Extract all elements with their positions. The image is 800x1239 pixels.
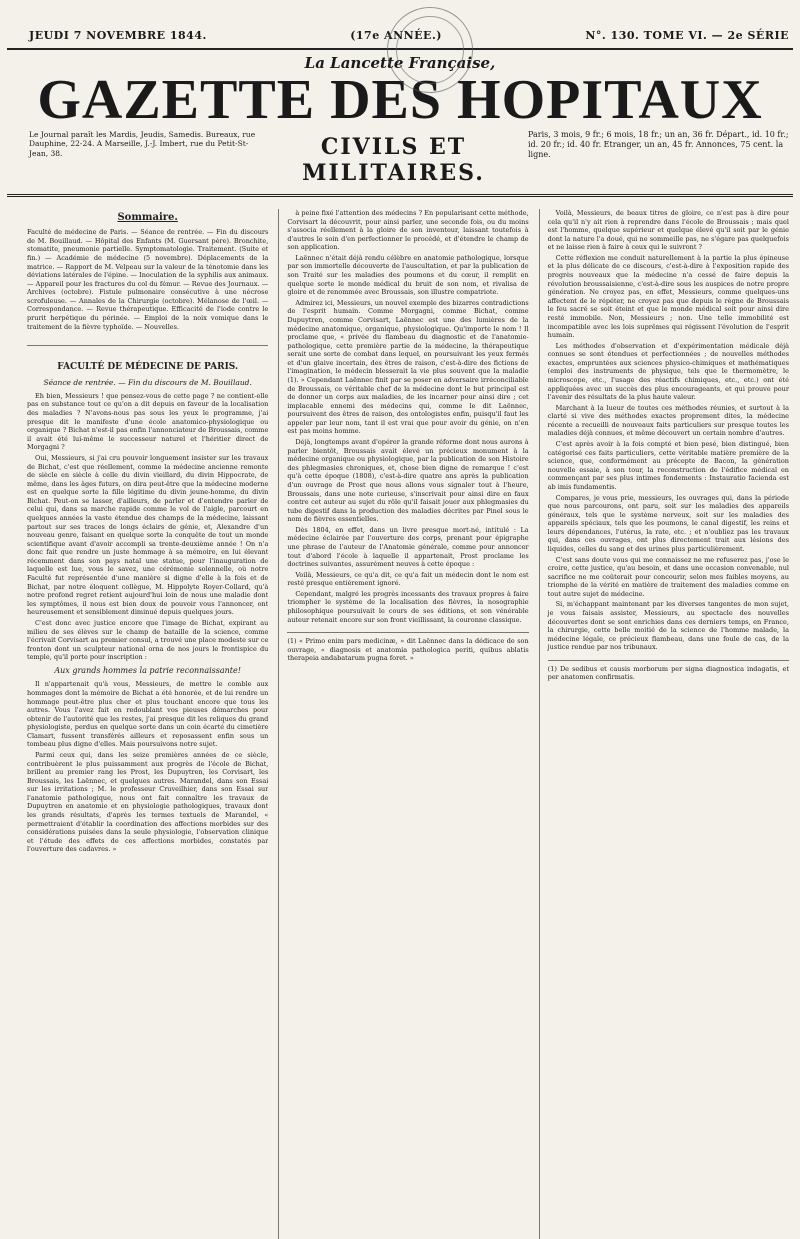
paragraph: Dès 1804, en effet, dans un livre presque mort-né, intitulé : La médecine éclairée par l'ouverture des corps, prenant pour épigraphe une phrase de l'auteur de l'Anatomie générale, comme pour annoncer tout d'abord l'école à laquelle il appartenait, Prost proclame les doctrines suivantes, assurément neuves à cette époque : (287, 525, 529, 569)
article-heading: FACULTÉ DE MÉDECINE DE PARIS. (27, 345, 268, 374)
publication-info: Le Journal paraît les Mardis, Jeudis, Samedis. Bureaux, rue Dauphine, 22-24. A Marseille, J.-J. Imbert, rue du Petit-St-Jean, 38. (29, 130, 256, 158)
article-columns (7, 209, 793, 1239)
issue-year: (17e ANNÉE.) (350, 29, 442, 42)
sommaire-title: Sommaire. (117, 212, 178, 223)
column-1 (27, 209, 268, 1239)
paragraph: Il n'appartenait qu'à vous, Messieurs, de mettre le comble aux hommages dont la mémoire de Bichat a été honorée, et de lui rendre un hommage peut-être plus cher et plus touchant encore que tous les autres. Vous l'avez fait en redoublant vos pieuses démarches pour obtenir de l'autorité que les restes, j'ai presque dit les reliques du grand physiologiste, perdus en quelque sorte dans un coin écarté du cimetière Clamart, fussent transférés ailleurs et reposassent enfin sous un tombeau plus digne d'elles. Mais poursuivons notre sujet. (27, 680, 269, 749)
paragraph: Marchant à la lueur de toutes ces méthodes réunies, et surtout à la clarté si vive des méthodes exactes proprement dites, la médecine récente a recueilli de nouveaux faits particuliers sur presque toutes les maladies déjà connues, et même découvert un certain nombre d'autres. (547, 403, 789, 438)
library-stamp (387, 7, 473, 93)
paragraph: Les méthodes d'observation et d'expérimentation médicale déjà connues se sont étendues et perfectionnées ; de nouvelles méthodes exactes, empruntées aux sciences physico-chimiques et mathématiques (emploi des instruments de physique, tels que le thermomètre, le microscope, etc., l'usage des réactifs chimiques, etc., etc.) ont été appliquées avec un succès des plus encourageants, et qui prouve pour l'avenir des résultats de la plus haute valeur. (547, 341, 789, 402)
paragraph: Admirez ici, Messieurs, un nouvel exemple des bizarres contradictions de l'esprit humain. Comme Morgagni, comme Bichat, comme Dupuytren, comme Corvisart, Laënnec est une des lumières de la médecine anatomique, organique, physiologique. Qu'importe le nom ! Il proclame que, « privée du flambeau du diagnostic et de l'anatomie-pathologique, cette première partie de la médecine, la thérapeutique serait une sorte de combat dans lequel, en poursuivant les yeux fermés et d'un glaive incertain, des êtres de raison, c'est-à-dire des fictions de l'imagination, le médecin blesserait la vie plus souvent que la maladie (1). » Cependant Laënnec finit par se poser en adversaire irréconciliable de Broussais, ce véritable chef de la médecine dont le but principal est de donner un corps aux maladies, de les incarner pour ainsi dire ; cet implacable ennemi des médecins qui, comme le dit Laënnec, poursuivent des êtres de raison, des ontologistes enfin, puisqu'il faut les appeler par leur nom, tant il est vrai que pour avoir du génie, on n'en est pas moins homme. (287, 298, 529, 436)
sommaire-text: Faculté de médecine de Paris. — Séance de rentrée. — Fin du discours de M. Bouillaud. — Hôpital des Enfants (M. Guersant père). Bronchite, stomatite, pneumonie partielle. Symptomatologie. Traitement. (Suite et fin.) — Académie de médecine (5 novembre). Déplacements de la matrice. — Rapport de M. Velpeau sur la valeur de la ténotomie dans les déviations latérales de l'épine. — Inoculation de la syphilis aux animaux. — Appareil pour les fractures du col du fémur. — Revue des Journaux. — Archives (octobre). Fistule pulmonaire consécutive à une nécrose scrofuleuse. — Annales de la Chirurgie (octobre). Mélanose de l'œil. — Correspondance. — Revue thérapeutique. Efficacité de l'iode contre le prurit herpétique du périnée. — Emploi de la noix vomique dans le traitement de la fièvre typhoïde. — Nouvelles. (27, 228, 269, 331)
paragraph: C'est donc avec justice encore que l'image de Bichat, expirant au milieu de ses élèves sur le champ de bataille de la science, comme l'écrivait Corvisart au premier consul, a trouvé une place modeste sur ce fronton dont un sculpteur national orna de nos jours le frontispice du temple, qu'il porte pour inscription : (27, 618, 269, 662)
newspaper-page (7, 7, 793, 1156)
paragraph: Cette réflexion me conduit naturellement à la partie la plus épineuse et la plus délicate de ce discours, c'est-à-dire à l'exposition rapide des progrès nouveaux que la médecine n'a cessé de faire depuis la révolution broussaisienne, c'est-à-dire sous les auspices de notre propre génération. Ne croyez pas, en effet, Messieurs, comme quelques-uns affectent de le répéter, ne croyez pas que depuis le règne de Broussais le feu sacré se soit éteint et que le monde médical soit pour ainsi dire resté immobile. Non, Messieurs ; non. Une telle immobilité est incompatible avec les lois suprêmes qui régissent l'évolution de l'esprit humain. (547, 253, 789, 340)
paragraph: Laënnec n'était déjà rendu célèbre en anatomie pathologique, lorsque par son immortelle découverte de l'auscultation, et par la publication de son Traité sur les maladies des poumons et du cœur, il remplit en quelque sorte le monde médical du bruit de son nom, et rivalisa de gloire et de renommée avec Broussais, son illustre compatriote. (287, 253, 529, 297)
footnote: (1) « Primo enim pars medicinæ, » dit Laënnec dans la dédicace de son ouvrage, « diagnosis et anatomia pathologica periti, quibus ablatis therapeia andabatarum pugna foret. » (287, 632, 528, 663)
subscription-prices: Paris, 3 mois, 9 fr.; 6 mois, 18 fr.; un an, 36 fr. Départ., id. 10 fr.; id. 20 fr.; id. 40 fr. Etranger, un an, 45 fr. Annonces, 75 cent. la ligne. (528, 130, 789, 159)
paragraph: Voilà, Messieurs, de beaux titres de gloire, ce n'est pas à dire pour cela qu'il n'y ait rien à reprendre dans l'école de Broussais ; mais quel est l'homme, quelque supérieur et quelque élevé qu'il soit par le génie dont la nature l'a doué, qui ne sommeille pas, ne s'égare pas quelquefois et ne laisse rien à faire à ceux qui le suivront ? (547, 209, 789, 252)
masthead-rule (7, 194, 793, 197)
paragraph: Cependant, malgré les progrès incessants des travaux propres à faire triompher le système de la localisation des fièvres, la nosographie philosophique poursuivait le cours de ses éditions, et son vénérable auteur retenait encore sur son front vieillissant, la couronne classique. (287, 589, 529, 624)
masthead-title: GAZETTE DES HOPITAUX (37, 69, 763, 131)
column-3 (539, 209, 789, 1239)
issue-date: JEUDI 7 NOVEMBRE 1844. (29, 29, 207, 42)
column-2 (278, 209, 528, 1239)
paragraph: à peine fixé l'attention des médecins ? En popularisant cette méthode, Corvisart la découvrit, pour ainsi parler, une seconde fois, ou du moins s'associa réellement à la gloire de son inventeur, laissant toutefois à d'autres le soin d'en perfectionner le procédé, et d'étendre le champ de son application. (287, 209, 529, 252)
footnote: (1) De sedibus et causis morborum per signa diagnostica indagatis, et per anatomen confirmatis. (548, 660, 789, 682)
paragraph: Déjà, longtemps avant d'opérer la grande réforme dont nous aurons à parler bientôt, Broussais avait élevé un précieux monument à la médecine organique ou physiologique, par la publication de son Histoire des phlegmasies chroniques, et, chose bien digne de remarque ! c'est qu'à cette époque (1808), c'est-à-dire quatre ans après la publication d'un ouvrage de Prost que nous allons vous signaler tout à l'heure, Broussais, dans une note curieuse, s'inscrivait pour ainsi dire en faux contre cet auteur au sujet du rôle qu'il faisait jouer aux phlegmasies du tube digestif dans la production des maladies décrites par Pinel sous le nom de fièvres essentielles. (287, 438, 529, 524)
paragraph: Eh bien, Messieurs ! que pensez-vous de cette page ? ne contient-elle pas en substance tout ce qu'on a dit depuis en faveur de la localisation des maladies ? N'avons-nous pas sous les yeux le programme, j'ai presque dit le manifeste d'une école anatomico-physiologique ou organique ? Bichat n'est-il pas enfin l'annonciateur de Broussais, comme il avait été lui-même le successeur naturel et l'héritier direct de Morgagni ? (27, 391, 269, 452)
masthead-subtitle: La Lancette Française, (304, 54, 496, 72)
paragraph: Compares, je vous prie, messieurs, les ouvrages qui, dans la période que nous parcourons, ont paru, soit sur les maladies des appareils généraux, tels que le système nerveux, soit sur les maladies des appareils spéciaux, tels que les poumons, le canal digestif, les reins et leurs dépendances, l'utérus, la rate, etc. ; et n'oubliez pas les travaux qui, dans ces ouvrages, ont plus directement trait aux lésions des liquides, celles du sang et des urines plus particulièrement. (547, 493, 789, 553)
article-subheading: Séance de rentrée. — Fin du discours de M. Bouillaud. (43, 378, 252, 387)
paragraph: Parmi ceux qui, dans les seize premières années de ce siècle, contribuèrent le plus puissamment aux progrès de l'école de Bichat, brillent au premier rang les Prost, les Dupuytren, les Corvisart, les Broussais, les Laënnec, et quelques autres. Marandel, dans son Essai sur les irritations ; M. le professeur Cruveilhier, dans son Essai sur l'anatomie pathologique, nous ont fait connaître les travaux de Dupuytren en anatomie et en physiologie pathologiques, travaux dont les grands résultats, d'après les termes textuels de Marandel, « permettraient d'établir la coordination des affections morbides sur des considérations puisées dans la seule physiologie, l'observation clinique et l'étude des effets de ces affections morbides, constatés par l'ouverture des cadavres. » (27, 750, 269, 854)
masthead-info-row (7, 130, 793, 186)
issue-number: N°. 130. TOME VI. — 2e SÉRIE (585, 29, 789, 42)
masthead-subtitle-civils: CIVILS ET MILITAIRES. (302, 134, 485, 186)
paragraph: Si, m'échappant maintenant par les diverses tangentes de mon sujet, je vous faisais assister, Messieurs, au spectacle des nouvelles découvertes dont se sont enrichies dans ces derniers temps, en France, la chirurgie, cette belle moitié de la science de l'homme malade, la médecine légale, ce précieux flambeau, dans une foule de cas, de la justice rendue par nos tribunaux. (547, 600, 789, 652)
paragraph: Oui, Messieurs, si j'ai cru pouvoir longuement insister sur les travaux de Bichat, c'est que réellement, comme la médecine ancienne remonte de siècle en siècle à celle du divin vieillard, du divin Hippocrate, de même, dans les âges futurs, on dira peut-être que la médecine moderne est en quelque sorte la fille légitime du divin jeune-homme, du divin Bichat. Peut-on se lasser, d'ailleurs, de parler et d'entendre parler de celui qui, dans sa marche rapide comme le vol de l'aigle, parcourt en quelques années la vaste étendue des champs de la médecine, laissant partout sur ses traces de longs éclairs de génie, et, Alexandre d'un nouveau genre, faisant en quelque sorte la conquête de tout un monde scientifique avant d'avoir accompli sa trente-deuxième année ! On n'a donc fait que rendre un juste hommage à sa mémoire, en lui élevant récemment dans son pays natal une statue, pour l'inauguration de laquelle est lue, vous le savez, une cérémonie solennelle, où notre Faculté fut représentée d'une manière si digne d'elle à la fois et de Bichat, par notre éloquent collègue, M. Hippolyte Royer-Collard, qu'à notre profond regret retient aujourd'hui loin de nous une maladie dont les symptômes, il nous est bien doux de pouvoir vous l'annoncer, ont heureusement et sensiblement diminué depuis quelques jours. (27, 453, 269, 617)
paragraph: Voilà, Messieurs, ce qu'a dit, ce qu'a fait un médecin dont le nom est resté presque entièrement ignoré. (287, 570, 529, 588)
paragraph: C'est après avoir à la fois compté et bien pesé, bien distingué, bien catégorisé ces faits particuliers, cette véritable matière première de la science, que, conformément au précepte de Bacon, la génération nouvelle essaie, à son tour, la reconstruction de l'édifice médical en commençant par ses plus intimes fondements : Instauratio facienda est ab imis fundamentis. (547, 440, 789, 491)
inscription-quote: Aux grands hommes la patrie reconnaissante! (54, 665, 241, 675)
paragraph: C'est sans doute vous qui me connaissez ne me refuserez pas, j'ose le croire, cette justice, qu'au besoin, et dans une occasion convenable, nul sacrifice ne me coûterait pour concourir, selon mes faibles moyens, au triomphe de la vérité en matière de traitement des maladies comme en tout autre sujet de médecine. (547, 555, 789, 598)
